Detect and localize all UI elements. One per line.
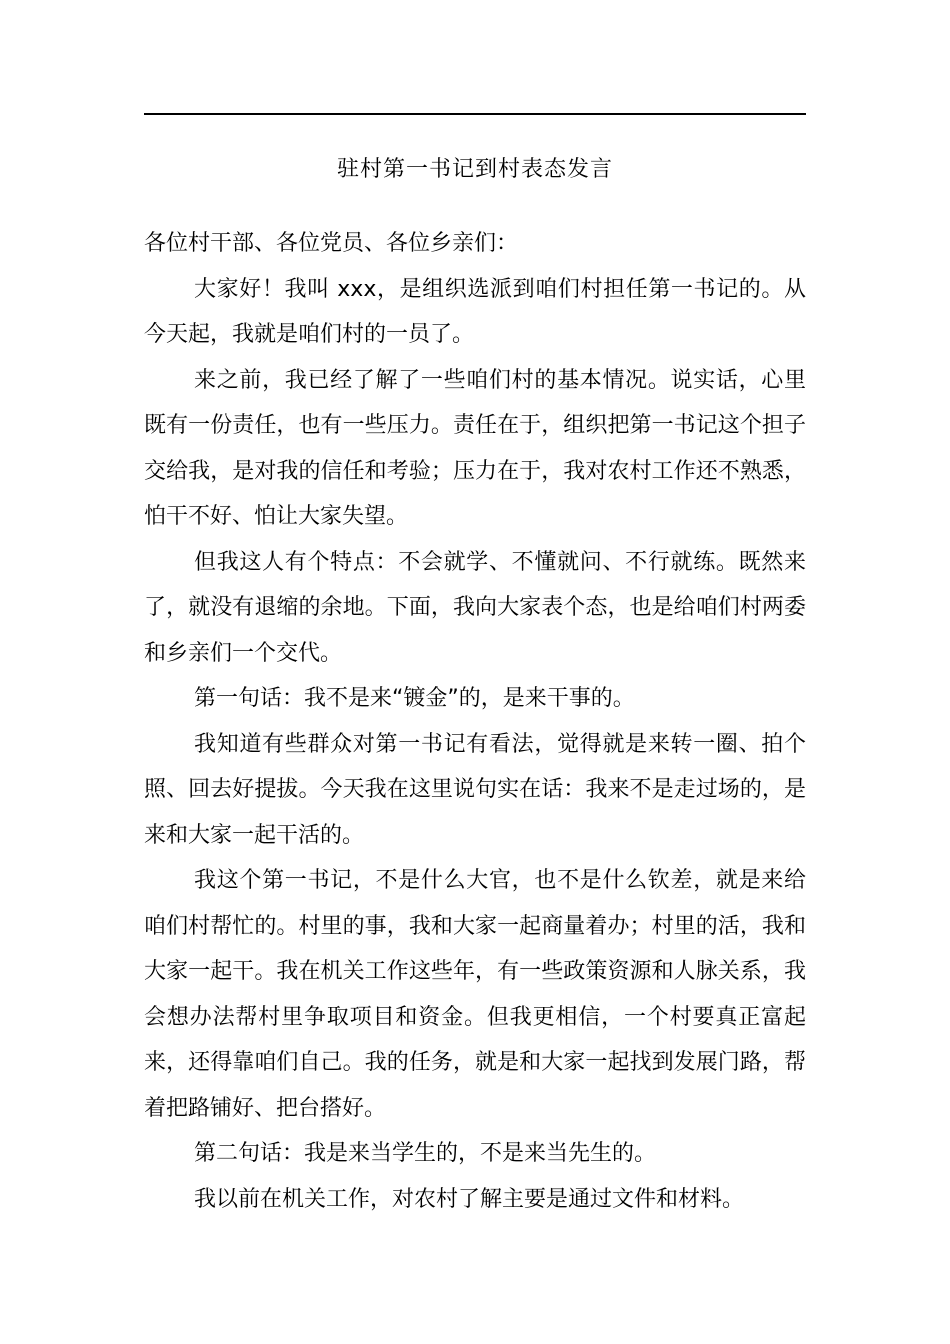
section-heading: 第一句话：我不是来“镀金”的，是来干事的。 [194, 686, 635, 711]
salutation: 各位村干部、各位党员、各位乡亲们： [144, 231, 519, 256]
document-body [144, 221, 806, 1222]
section-heading: 第二句话：我是来当学生的，不是来当先生的。 [194, 1141, 657, 1166]
document-title: 驻村第一书记到村表态发言 [336, 157, 613, 182]
paragraph: 大家好！我叫 xxx，是组织选派到咱们村担任第一书记的。从今天起，我就是咱们村的一员了。 [144, 276, 806, 347]
paragraph: 但我这人有个特点：不会就学、不懂就问、不行就练。既然来了，就没有退缩的余地。下面，我向大家表个态，也是给咱们村两委和乡亲们一个交代。 [144, 549, 806, 666]
paragraph: 我以前在机关工作，对农村了解主要是通过文件和材料。 [194, 1186, 745, 1212]
paragraph: 我这个第一书记，不是什么大官，也不是什么钦差，就是来给咱们村帮忙的。村里的事，我和大家一起商量着办；村里的活，我和大家一起干。我在机关工作这些年，有一些政策资源和人脉关系，我会想办法帮村里争取项目和资金。但我更相信，一个村要真正富起来，还得靠咱们自己。我的任务，就是和大家一起找到发展门路，帮着把路铺好、把台搭好。 [144, 868, 806, 1121]
header-rule [144, 113, 806, 115]
paragraph: 来之前，我已经了解了一些咱们村的基本情况。说实话，心里既有一份责任，也有一些压力。责任在于，组织把第一书记这个担子交给我，是对我的信任和考验；压力在于，我对农村工作还不熟悉，怕干不好、怕让大家失望。 [144, 367, 806, 529]
paragraph: 我知道有些群众对第一书记有看法，觉得就是来转一圈、拍个照、回去好提拔。今天我在这里说句实在话：我来不是走过场的，是来和大家一起干活的。 [144, 731, 806, 848]
